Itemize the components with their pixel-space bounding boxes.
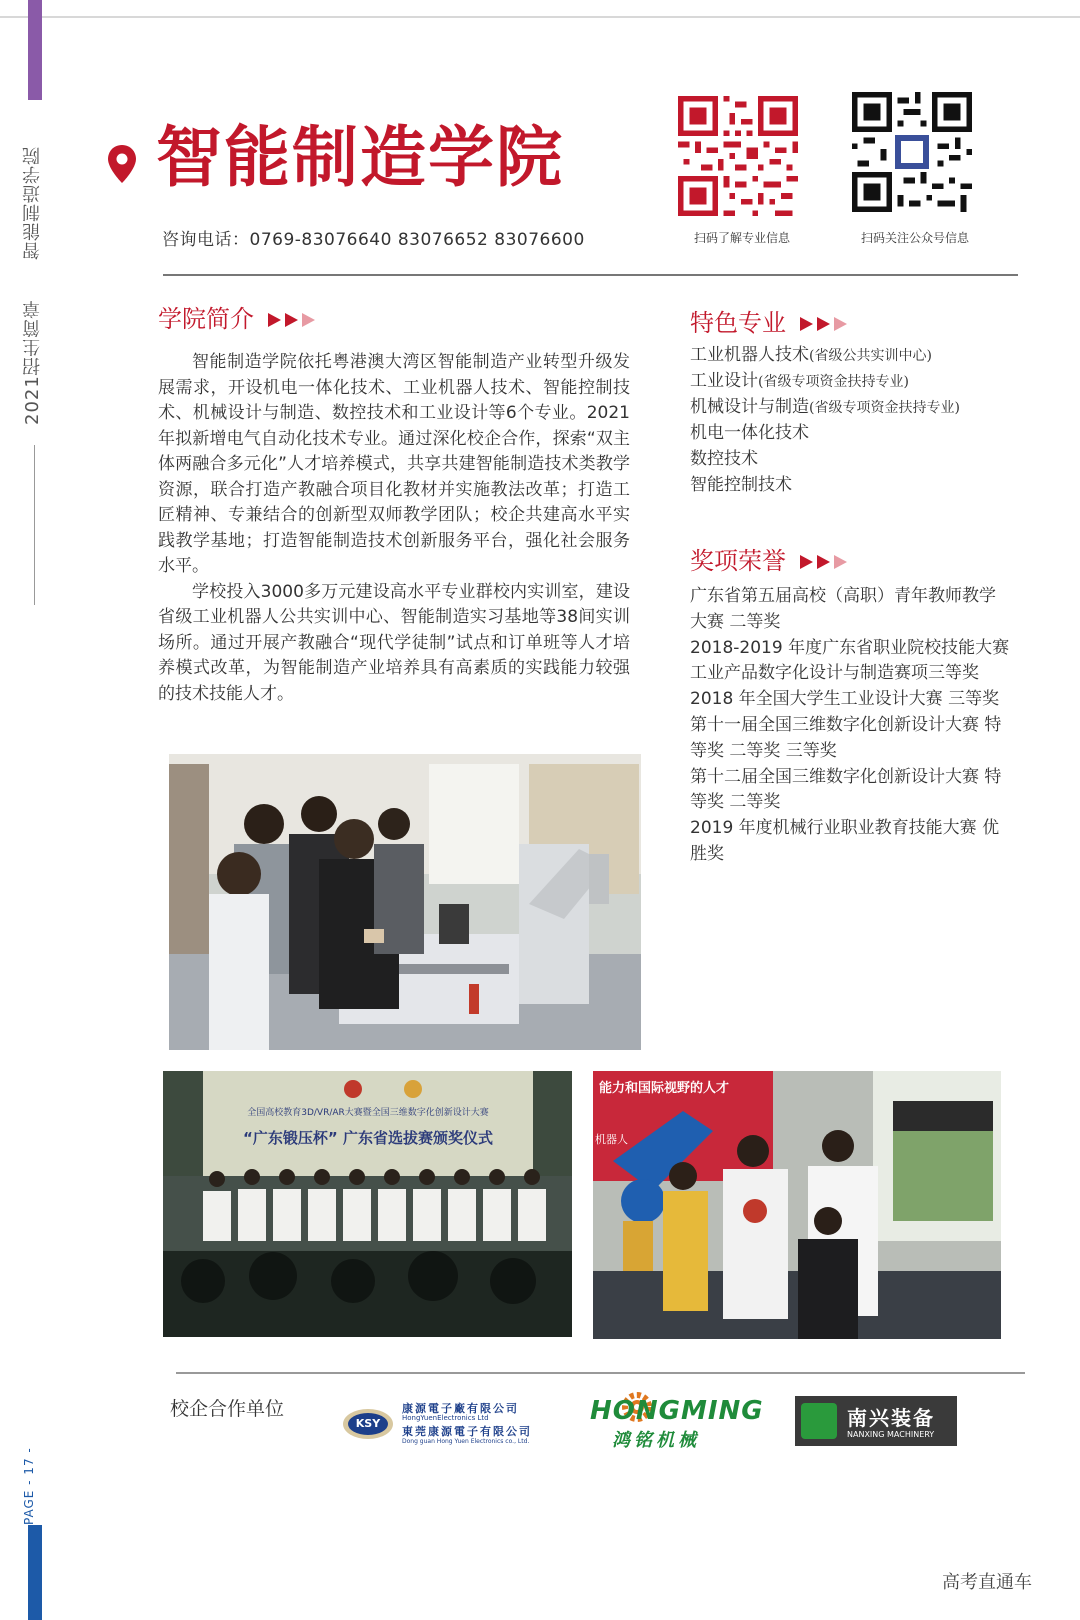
triple-arrow-icon	[800, 552, 852, 572]
ceremony-banner-line2: “广东锻压杯” 广东省选拔赛颁奖仪式	[243, 1129, 493, 1147]
list-item: 2019 年度机械行业职业教育技能大赛 优胜奖	[690, 818, 1000, 864]
kangyuan-name-cn2: 東莞康源電子有限公司	[402, 1425, 532, 1438]
list-item: 广东省第五届高校（高职）青年教师教学大赛 二等奖	[690, 586, 996, 632]
robot-banner-text: 能力和国际视野的人才	[599, 1081, 730, 1096]
kangyuan-name-en1: HongYuenElectronics Ltd	[402, 1414, 489, 1422]
kangyuan-emblem-text: KSY	[355, 1417, 381, 1430]
photo-robot-demo	[593, 1071, 1001, 1339]
intro-body	[158, 350, 630, 707]
sidebar-college-label: 智能制造学院	[22, 146, 43, 260]
list-item: 机械设计与制造(省级专项资金扶持专业)	[690, 397, 960, 417]
sidebar-divider	[34, 445, 35, 605]
partners-label: 校企合作单位	[170, 1398, 285, 1420]
triple-arrow-icon	[800, 314, 852, 334]
kangyuan-name-cn1: 康源電子廠有限公司	[402, 1402, 519, 1415]
contact-phone: 咨询电话：0769-83076640 83076652 83076600	[162, 230, 585, 250]
intro-section-heading	[158, 304, 320, 334]
qr-caption-majors: 扫码了解专业信息	[693, 231, 790, 245]
list-item: 数控技术	[690, 449, 758, 469]
nanxing-name-en: NANXING MACHINERY	[847, 1430, 935, 1439]
intro-heading-text: 学院简介	[158, 305, 254, 333]
hongming-name-en: HONGMING	[590, 1396, 764, 1426]
kangyuan-name-en2: Dong guan Hong Yuen Electronics co., Ltd.	[402, 1438, 530, 1445]
qr-caption-wechat: 扫码关注公众号信息	[860, 231, 969, 245]
hongming-name-cn: 鸿铭机械	[612, 1430, 700, 1451]
list-item: 2018-2019 年度广东省职业院校技能大赛工业产品数字化设计与制造赛项三等奖	[690, 637, 1010, 684]
header-divider	[163, 274, 1018, 276]
majors-list	[690, 343, 1050, 499]
photo-award-ceremony	[163, 1071, 572, 1337]
qr-code-majors[interactable]	[678, 96, 798, 216]
nanxing-name-cn: 南兴装备	[847, 1406, 935, 1430]
page-number: PAGE - 17 -	[22, 1447, 36, 1525]
awards-heading-text: 奖项荣誉	[690, 547, 786, 575]
page-title: 智能制造学院	[156, 119, 564, 196]
majors-heading-text: 特色专业	[690, 309, 786, 337]
list-item: 2018 年全国大学生工业设计大赛 三等奖	[690, 689, 1000, 710]
partners-divider	[176, 1372, 1025, 1374]
list-item: 第十一届全国三维数字化创新设计大赛 特等奖 二等奖 三等奖	[690, 714, 1002, 761]
intro-paragraph-2: 学校投入3000多万元建设高水平专业群校内实训室，建设省级工业机器人公共实训中心、智能制造实习基地等38间实训场所。通过开展产教融合“现代学徒制”试点和订单班等人才培养模式改革，为智能制造产业培养具有高素质的实践能力较强的技术技能人才。	[158, 581, 630, 704]
partner-logo-hongming[interactable]	[590, 1390, 770, 1451]
list-item: 智能控制技术	[690, 475, 792, 495]
partner-logo-kangyuan[interactable]	[342, 1400, 562, 1450]
list-item: 工业机器人技术(省级公共实训中心)	[690, 345, 932, 365]
list-item: 第十二届全国三维数字化创新设计大赛 特等奖 二等奖	[690, 766, 1002, 813]
side-accent-bar-top	[28, 0, 42, 100]
awards-section-heading	[690, 546, 852, 576]
qr-code-wechat[interactable]	[852, 92, 972, 212]
ceremony-banner-line1: 全国高校教育3D/VR/AR大赛暨全国三维数字化创新设计大赛	[247, 1108, 489, 1118]
photo-training-lab	[169, 754, 641, 1050]
side-accent-bar-bottom	[28, 1525, 42, 1620]
robot-banner-side: 机器人	[595, 1133, 628, 1146]
intro-paragraph-1: 智能制造学院依托粤港澳大湾区智能制造产业转型升级发展需求，开设机电一体化技术、工业机器人技术、智能控制技术、机械设计与制造、数控技术和工业设计等6个专业。2021年拟新增电气自动化技术专业。通过深化校企合作，探索“双主体两融合多元化”人才培养模式，共享共建智能制造技术类教学资源，联合打造产教融合项目化教材并实施教法改革；打造工匠精神、专兼结合的创新型双师教学团队；校企共建高水平实践教学基地；打造智能制造技术创新服务平台，强化社会服务水平。	[158, 352, 630, 576]
location-pin-icon	[106, 144, 138, 184]
watermark-brand: 高考直通车	[942, 1572, 1032, 1593]
top-rule	[0, 16, 1080, 18]
sidebar-brochure-label: 2021招生简章	[22, 299, 43, 425]
nanxing-emblem-icon	[801, 1403, 837, 1439]
awards-list	[690, 584, 1010, 868]
partner-logo-nanxing[interactable]	[795, 1396, 957, 1446]
majors-section-heading	[690, 308, 852, 338]
list-item: 机电一体化技术	[690, 423, 809, 443]
triple-arrow-icon	[268, 310, 320, 330]
list-item: 工业设计(省级专项资金扶持专业)	[690, 371, 909, 391]
